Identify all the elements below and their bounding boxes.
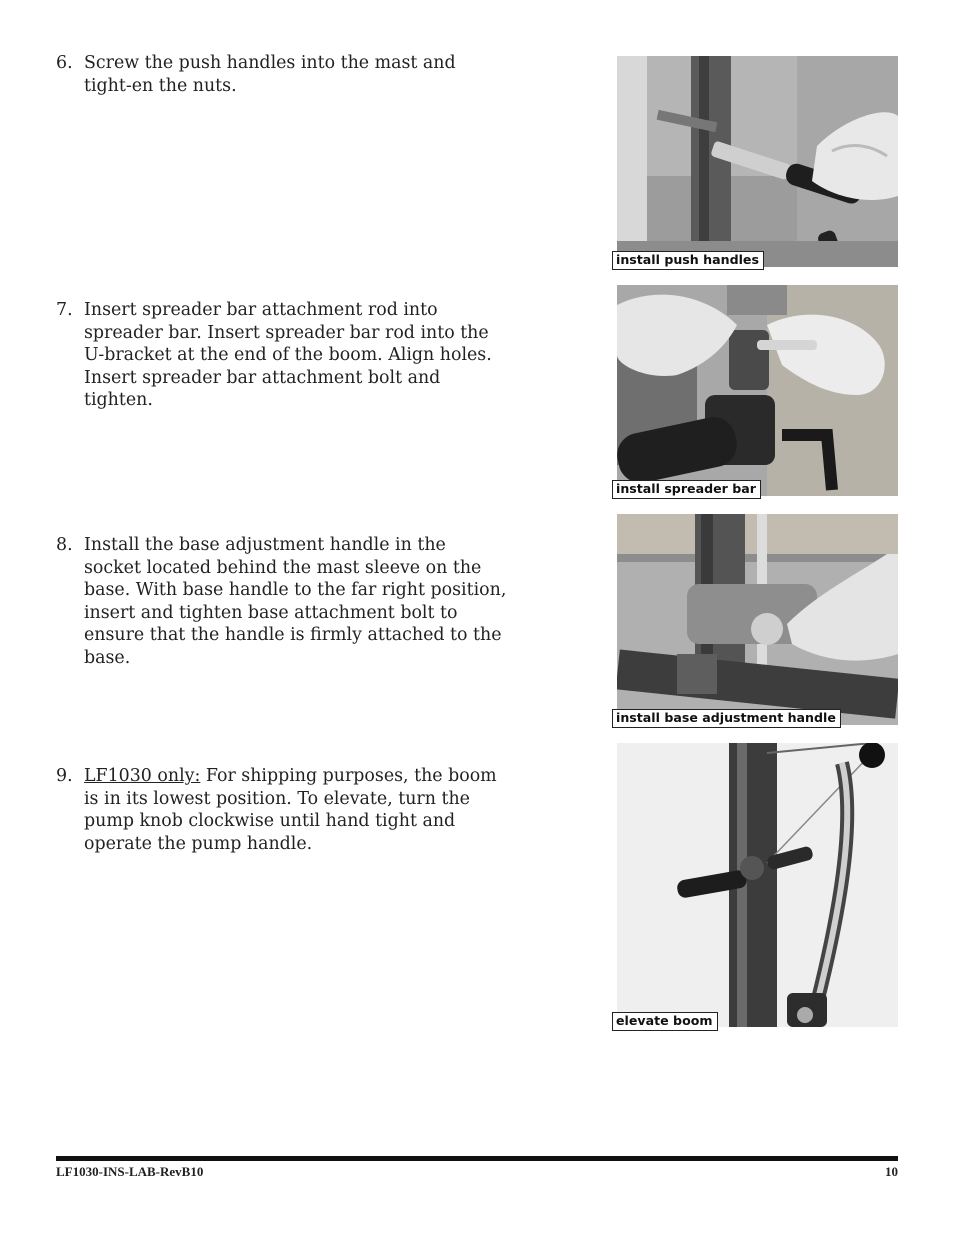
step-text: Install the base adjustment handle in the socket located behind the mast sleeve on the base. With base handle to the far right position, insert and tighten base attachment bolt to ensure that the handle is firmly attached to the base. xyxy=(84,535,507,668)
step-number: 8. xyxy=(56,535,73,555)
step-text: Screw the push handles into the mast and tight-en the nuts. xyxy=(84,53,456,96)
document-id: LF1030-INS-LAB-RevB10 xyxy=(56,1164,204,1179)
step-6 xyxy=(56,52,508,97)
step-text xyxy=(84,765,508,855)
elevate-boom-illustration xyxy=(617,743,898,1027)
caption-spreader-bar: install spreader bar xyxy=(612,480,761,499)
push-handles-illustration xyxy=(617,56,898,267)
photo-spreader-bar xyxy=(617,285,898,496)
caption-base-handle: install base adjustment handle xyxy=(612,709,841,728)
photo-base-handle xyxy=(617,514,898,725)
page-number: 10 xyxy=(885,1164,898,1179)
footer-rule xyxy=(56,1156,898,1161)
step-text: Insert spreader bar attachment rod into spreader bar. Insert spreader bar rod into the U-bracket at the end of the boom. Align holes. Insert spreader bar attachment bolt and tighten. xyxy=(84,300,492,410)
step-number: 9. xyxy=(56,766,73,786)
step-9 xyxy=(56,765,508,855)
photo-elevate-boom xyxy=(617,743,898,1027)
step-7 xyxy=(56,299,508,412)
photo-push-handles xyxy=(617,56,898,267)
base-handle-illustration xyxy=(617,514,898,725)
caption-push-handles: install push handles xyxy=(612,251,764,270)
spreader-bar-illustration xyxy=(617,285,898,496)
step-number: 7. xyxy=(56,300,73,320)
step-8 xyxy=(56,534,508,669)
model-note: LF1030 only: xyxy=(84,766,201,786)
step-text-body: For shipping purposes, the boom is in its lowest position. To elevate, turn the pump knob clockwise until hand tight and operate the pump handle. xyxy=(84,766,497,854)
step-number: 6. xyxy=(56,53,73,73)
caption-elevate-boom: elevate boom xyxy=(612,1012,718,1031)
